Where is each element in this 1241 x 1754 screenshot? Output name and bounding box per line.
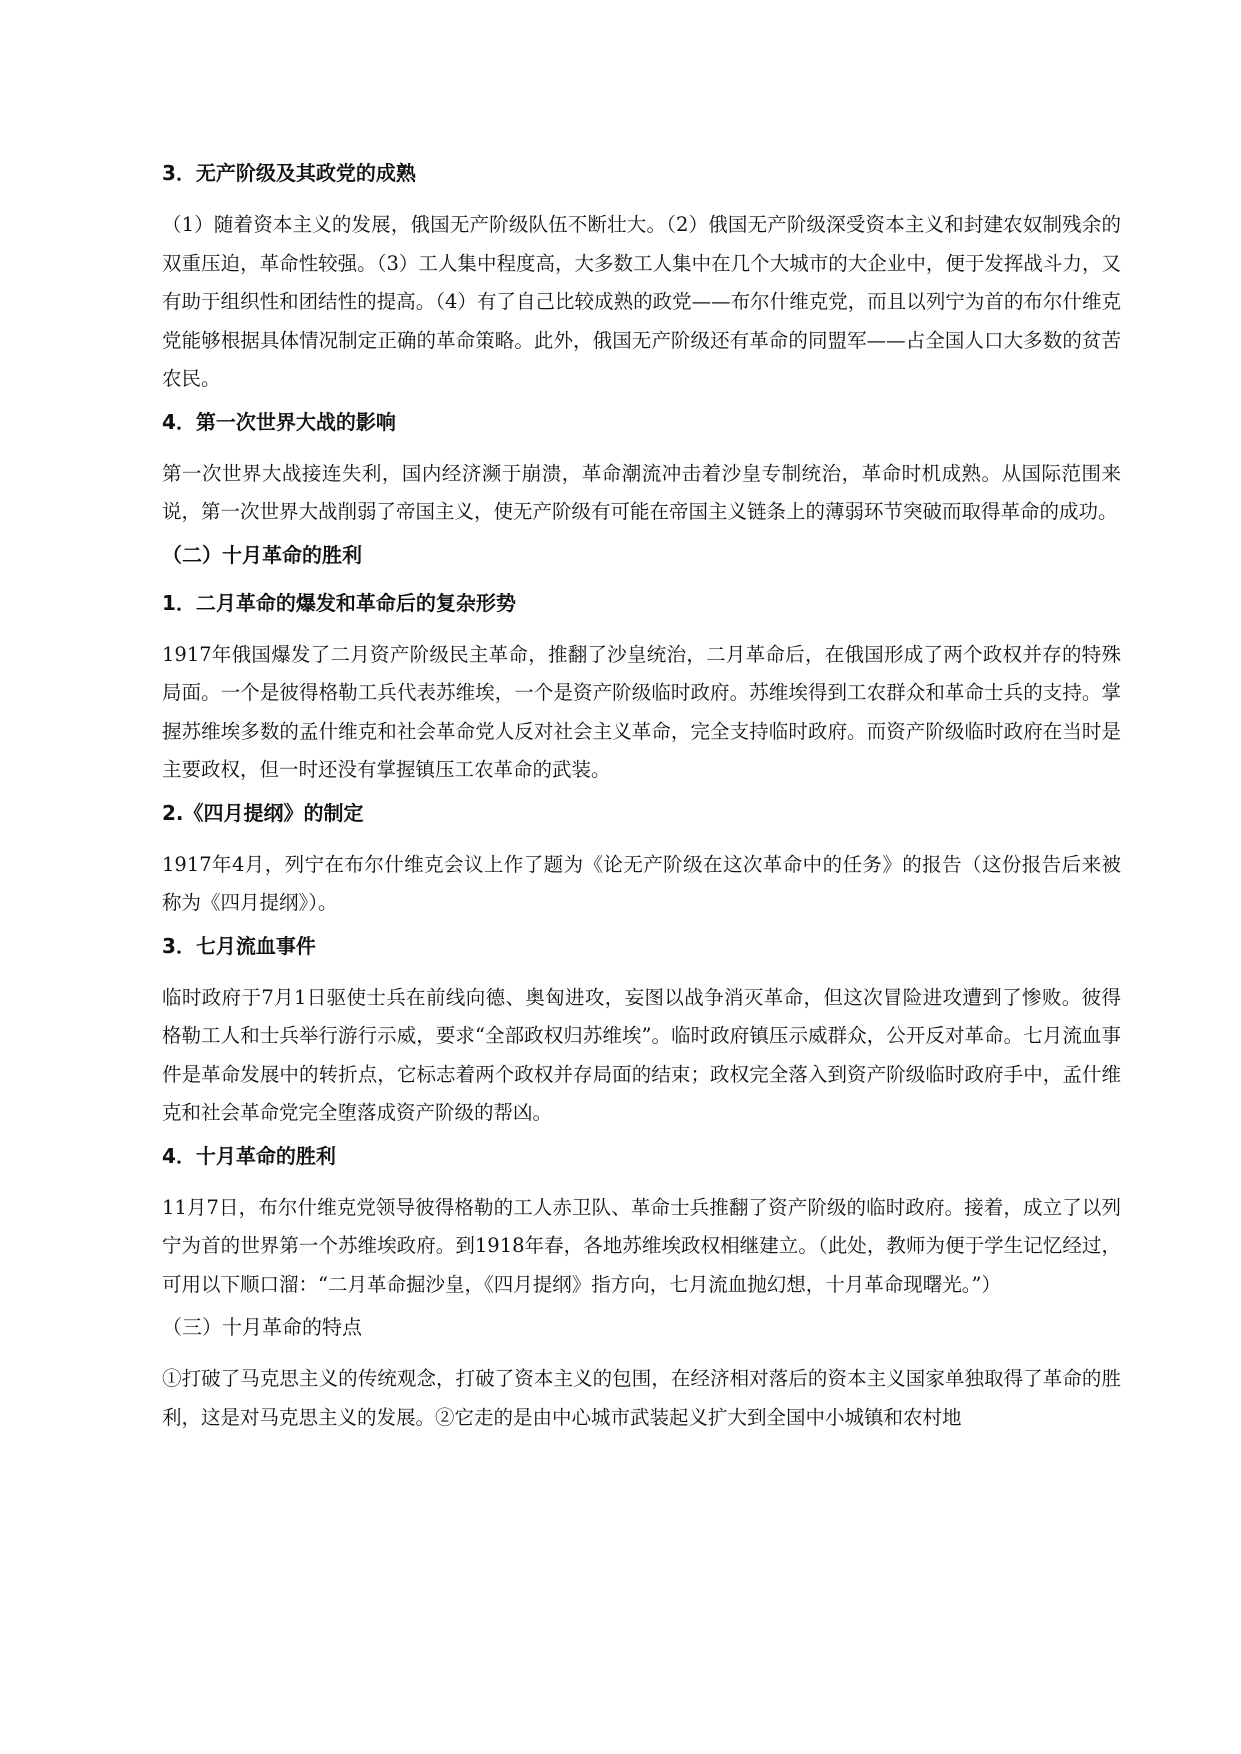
section-heading: 2.《四月提纲》的制定 [162, 800, 364, 825]
section-heading: 4．第一次世界大战的影响 [162, 409, 396, 434]
section-heading: （二）十月革命的胜利 [162, 542, 362, 567]
paragraph: 1917年4月，列宁在布尔什维克会议上作了题为《论无产阶级在这次革命中的任务》的报告（这份报告后来被称为《四月提纲》）。 [162, 852, 1121, 914]
section-heading: 1．二月革命的爆发和革命后的复杂形势 [162, 590, 516, 615]
paragraph: 临时政府于7月1日驱使士兵在前线向德、奥匈进攻，妄图以战争消灭革命，但这次冒险进攻遭到了惨败。彼得格勒工人和士兵举行游行示威，要求“全部政权归苏维埃”。临时政府镇压示威群众，公开反对革命。七月流血事件是革命发展中的转折点，它标志着两个政权并存局面的结束；政权完全落入到资产阶级临时政府手中，孟什维克和社会革命党完全堕落成资产阶级的帮凶。 [162, 985, 1121, 1124]
paragraph: 第一次世界大战接连失利，国内经济濒于崩溃，革命潮流冲击着沙皇专制统治，革命时机成熟。从国际范围来说，第一次世界大战削弱了帝国主义，使无产阶级有可能在帝国主义链条上的薄弱环节突破而取得革命的成功。 [162, 461, 1121, 523]
section-heading: （三）十月革命的特点 [162, 1315, 362, 1339]
document-body [162, 158, 1121, 1445]
paragraph: ①打破了马克思主义的传统观念，打破了资本主义的包围，在经济相对落后的资本主义国家单独取得了革命的胜利，这是对马克思主义的发展。②它走的是由中心城市武装起义扩大到全国中小城镇和农村地 [162, 1367, 1121, 1429]
section-heading: 3．七月流血事件 [162, 933, 316, 958]
paragraph: 11月7日，布尔什维克党领导彼得格勒的工人赤卫队、革命士兵推翻了资产阶级的临时政府。接着，成立了以列宁为首的世界第一个苏维埃政府。到1918年春，各地苏维埃政权相继建立。（此处，教师为便于学生记忆经过，可用以下顺口溜：“二月革命掘沙皇，《四月提纲》指方向，七月流血抛幻想，十月革命现曙光。”） [162, 1195, 1121, 1296]
section-heading: 4．十月革命的胜利 [162, 1143, 336, 1168]
paragraph: （1）随着资本主义的发展，俄国无产阶级队伍不断壮大。（2）俄国无产阶级深受资本主义和封建农奴制残余的双重压迫，革命性较强。（3）工人集中程度高，大多数工人集中在几个大城市的大企业中，便于发挥战斗力，又有助于组织性和团结性的提高。（4）有了自己比较成熟的政党——布尔什维克党，而且以列宁为首的布尔什维克党能够根据具体情况制定正确的革命策略。此外，俄国无产阶级还有革命的同盟军——占全国人口大多数的贫苦农民。 [162, 213, 1121, 390]
paragraph: 1917年俄国爆发了二月资产阶级民主革命，推翻了沙皇统治，二月革命后，在俄国形成了两个政权并存的特殊局面。一个是彼得格勒工兵代表苏维埃，一个是资产阶级临时政府。苏维埃得到工农群众和革命士兵的支持。掌握苏维埃多数的孟什维克和社会革命党人反对社会主义革命，完全支持临时政府。而资产阶级临时政府在当时是主要政权，但一时还没有掌握镇压工农革命的武装。 [162, 642, 1121, 781]
section-heading: 3．无产阶级及其政党的成熟 [162, 161, 416, 185]
